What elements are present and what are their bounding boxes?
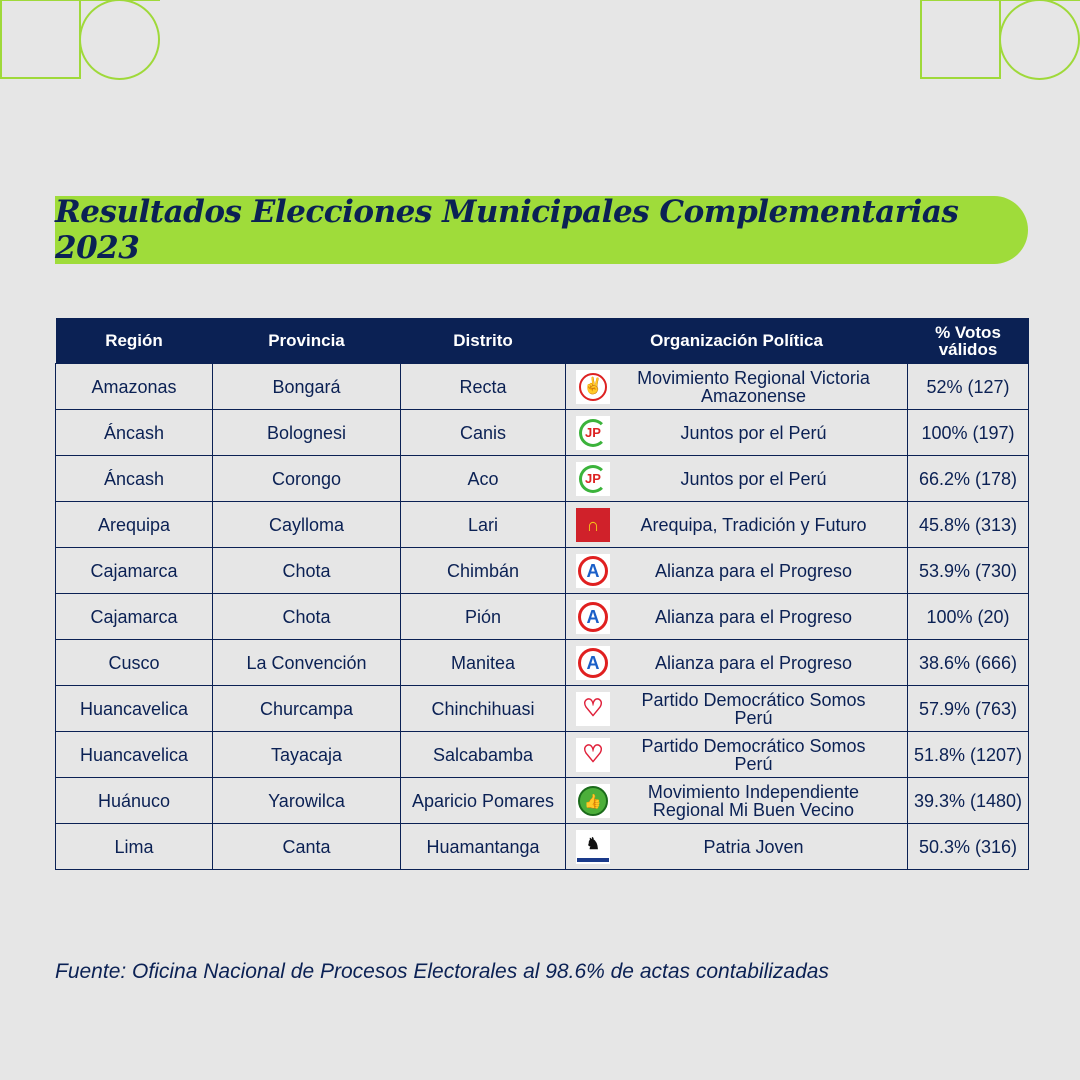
cell-organizacion (566, 686, 908, 732)
cell-organizacion (566, 548, 908, 594)
table-row (56, 778, 1029, 824)
app-a-party-logo-icon: A (576, 646, 610, 680)
cell-organizacion (566, 456, 908, 502)
decor-square (0, 0, 81, 79)
cell-provincia: Chota (213, 594, 401, 640)
decor-line (920, 0, 1080, 1)
cell-provincia: Tayacaja (213, 732, 401, 778)
organization-name: Partido Democrático Somos Perú (641, 735, 866, 774)
organization-name: Alianza para el Progreso (654, 560, 853, 581)
decor-circle (999, 0, 1080, 80)
header-organizacion: Organización Política (566, 318, 908, 364)
cell-provincia: La Convención (213, 640, 401, 686)
decor-circle (79, 0, 160, 80)
cell-region: Lima (56, 824, 213, 870)
cell-organizacion (566, 502, 908, 548)
cell-distrito: Pión (401, 594, 566, 640)
somos-peru-party-logo-icon: ♡ (576, 692, 610, 726)
cell-region: Cusco (56, 640, 213, 686)
cell-distrito: Manitea (401, 640, 566, 686)
thumbs-up-party-logo-icon: 👍 (576, 784, 610, 818)
cell-votos: 66.2% (178) (908, 456, 1029, 502)
organization-name: Partido Democrático Somos Perú (641, 689, 866, 728)
table-header (56, 318, 1029, 364)
cell-region: Áncash (56, 456, 213, 502)
organization-name: Patria Joven (703, 836, 804, 857)
bull-party-logo-icon: ♞ (576, 830, 610, 864)
organization-name: Movimiento Regional Victoria Amazonense (637, 367, 870, 406)
cell-distrito: Chimbán (401, 548, 566, 594)
arch-lion-party-logo-icon: ∩ (576, 508, 610, 542)
cell-organizacion (566, 824, 908, 870)
cell-distrito: Canis (401, 410, 566, 456)
cell-votos: 38.6% (666) (908, 640, 1029, 686)
organization-name: Movimiento Independiente Regional Mi Buen Vecino (647, 781, 860, 820)
cell-votos: 52% (127) (908, 364, 1029, 410)
header-distrito: Distrito (401, 318, 566, 364)
somos-peru-party-logo-icon: ♡ (576, 738, 610, 772)
title-banner (55, 196, 1028, 264)
decor-line (0, 0, 160, 1)
cell-distrito: Aparicio Pomares (401, 778, 566, 824)
cell-organizacion (566, 594, 908, 640)
jp-party-logo-icon: JP (576, 462, 610, 496)
cell-distrito: Recta (401, 364, 566, 410)
app-a-party-logo-icon: A (576, 554, 610, 588)
cell-provincia: Canta (213, 824, 401, 870)
cell-provincia: Corongo (213, 456, 401, 502)
cell-distrito: Aco (401, 456, 566, 502)
cell-distrito: Chinchihuasi (401, 686, 566, 732)
results-table (55, 318, 1029, 870)
victory-hand-party-logo-icon: ✌ (576, 370, 610, 404)
table-row (56, 686, 1029, 732)
cell-region: Huancavelica (56, 686, 213, 732)
table-row (56, 364, 1029, 410)
cell-votos: 57.9% (763) (908, 686, 1029, 732)
cell-distrito: Lari (401, 502, 566, 548)
cell-organizacion (566, 364, 908, 410)
table-row (56, 410, 1029, 456)
cell-organizacion (566, 778, 908, 824)
table-row (56, 824, 1029, 870)
header-votos: % Votos válidos (908, 318, 1029, 364)
organization-name: Alianza para el Progreso (654, 652, 853, 673)
cell-region: Áncash (56, 410, 213, 456)
cell-provincia: Churcampa (213, 686, 401, 732)
cell-distrito: Huamantanga (401, 824, 566, 870)
organization-name: Juntos por el Perú (680, 422, 827, 443)
table-row (56, 548, 1029, 594)
cell-organizacion (566, 732, 908, 778)
header-provincia: Provincia (213, 318, 401, 364)
cell-region: Amazonas (56, 364, 213, 410)
cell-region: Cajamarca (56, 594, 213, 640)
cell-provincia: Chota (213, 548, 401, 594)
cell-provincia: Caylloma (213, 502, 401, 548)
cell-distrito: Salcabamba (401, 732, 566, 778)
cell-region: Huancavelica (56, 732, 213, 778)
cell-votos: 50.3% (316) (908, 824, 1029, 870)
cell-votos: 39.3% (1480) (908, 778, 1029, 824)
decor-square (920, 0, 1001, 79)
cell-votos: 100% (197) (908, 410, 1029, 456)
cell-organizacion (566, 410, 908, 456)
organization-name: Juntos por el Perú (680, 468, 827, 489)
cell-region: Arequipa (56, 502, 213, 548)
source-note: Fuente: Oficina Nacional de Procesos Electorales al 98.6% de actas contabilizadas (55, 960, 829, 983)
cell-votos: 51.8% (1207) (908, 732, 1029, 778)
header-region: Región (56, 318, 213, 364)
cell-organizacion (566, 640, 908, 686)
table-row (56, 502, 1029, 548)
cell-provincia: Yarowilca (213, 778, 401, 824)
cell-provincia: Bolognesi (213, 410, 401, 456)
cell-votos: 53.9% (730) (908, 548, 1029, 594)
cell-votos: 45.8% (313) (908, 502, 1029, 548)
page-title: Resultados Elecciones Municipales Complementarias 2023 (55, 194, 959, 266)
table-row (56, 456, 1029, 502)
table-row (56, 640, 1029, 686)
organization-name: Arequipa, Tradición y Futuro (640, 514, 867, 535)
organization-name: Alianza para el Progreso (654, 606, 853, 627)
cell-provincia: Bongará (213, 364, 401, 410)
cell-votos: 100% (20) (908, 594, 1029, 640)
app-a-party-logo-icon: A (576, 600, 610, 634)
table-row (56, 594, 1029, 640)
table-row (56, 732, 1029, 778)
cell-region: Huánuco (56, 778, 213, 824)
jp-party-logo-icon: JP (576, 416, 610, 450)
cell-region: Cajamarca (56, 548, 213, 594)
